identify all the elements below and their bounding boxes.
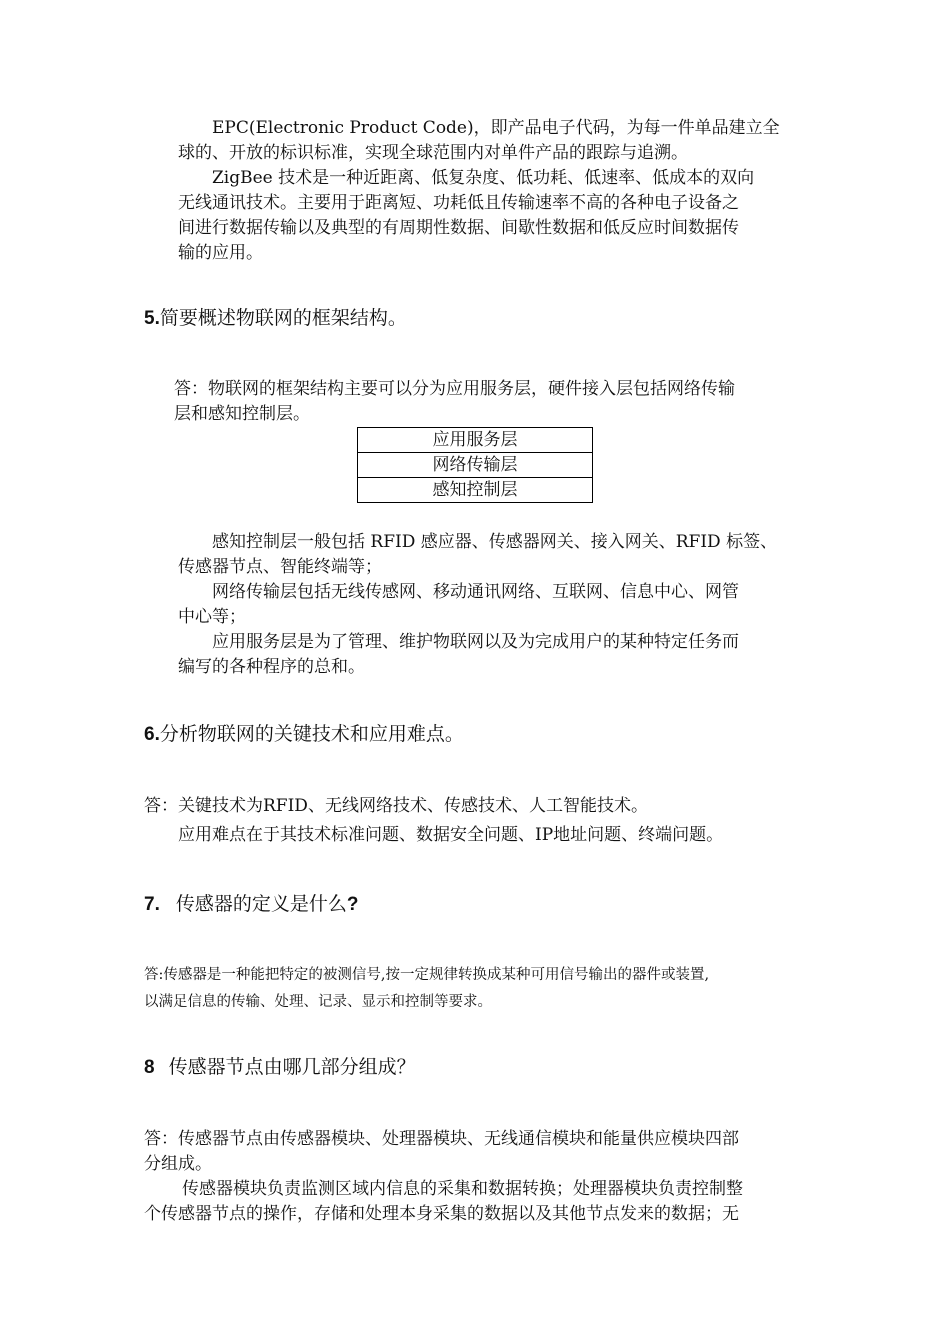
q5-p3-line-1: 应用服务层是为了管理、维护物联网以及为完成用户的某种特定任务而: [212, 632, 739, 652]
q8-heading: [144, 1054, 416, 1081]
q6-answer-line-1: 答：关键技术为RFID、无线网络技术、传感技术、人工智能技术。: [144, 796, 648, 816]
q7-title: 传感器的定义是什么: [175, 893, 347, 915]
q6-answer-line-2: 应用难点在于其技术标准问题、数据安全问题、IP地址问题、终端问题。: [178, 825, 724, 845]
layer-cell-application: 应用服务层: [358, 428, 593, 453]
q8-p1-line-2: 个传感器节点的操作，存储和处理本身采集的数据以及其他节点发来的数据；无: [144, 1204, 739, 1224]
epc-line-2: 球的、开放的标识标准，实现全球范围内对单件产品的跟踪与追溯。: [178, 143, 688, 163]
zigbee-line-1: ZigBee 技术是一种近距离、低复杂度、低功耗、低速率、低成本的双向: [212, 168, 755, 188]
q5-p1-line-1: 感知控制层一般包括 RFID 感应器、传感器网关、接入网关、RFID 标签、: [212, 532, 778, 552]
q5-title: 简要概述物联网的框架结构。: [159, 307, 407, 329]
q7-answer-line-2: 以满足信息的传输、处理、记录、显示和控制等要求。: [144, 994, 492, 1010]
layer-cell-perception: 感知控制层: [358, 478, 593, 503]
q8-p1-line-1: 传感器模块负责监测区域内信息的采集和数据转换；处理器模块负责控制整: [182, 1179, 743, 1199]
q6-number: 6.: [144, 724, 160, 745]
q5-p2-line-1: 网络传输层包括无线传感网、移动通讯网络、互联网、信息中心、网管: [212, 582, 739, 602]
q6-heading: [144, 721, 464, 748]
zigbee-line-2: 无线通讯技术。主要用于距离短、功耗低且传输速率不高的各种电子设备之: [178, 193, 739, 213]
q8-answer-line-1: 答：传感器节点由传感器模块、处理器模块、无线通信模块和能量供应模块四部: [144, 1129, 739, 1149]
q7-heading: [144, 891, 358, 918]
q5-p2-line-2: 中心等；: [178, 607, 246, 627]
q7-question-mark: ?: [346, 894, 359, 915]
zigbee-line-4: 输的应用。: [178, 243, 263, 263]
q8-answer-line-2: 分组成。: [144, 1154, 212, 1174]
framework-layers-table: [357, 427, 593, 503]
layer-cell-network: 网络传输层: [358, 453, 593, 478]
epc-line-1: EPC(Electronic Product Code)，即产品电子代码，为每一件单品建立全: [212, 118, 780, 138]
q5-heading: [144, 305, 407, 332]
q5-answer-line-2: 层和感知控制层。: [174, 404, 310, 424]
q7-answer-line-1: 答:传感器是一种能把特定的被测信号,按一定规律转换成某种可用信号输出的器件或装置,: [144, 967, 710, 983]
q5-answer-line-1: 答：物联网的框架结构主要可以分为应用服务层，硬件接入层包括网络传输: [174, 379, 735, 399]
q6-title: 分析物联网的关键技术和应用难点。: [159, 723, 464, 745]
zigbee-line-3: 间进行数据传输以及典型的有周期性数据、间歇性数据和低反应时间数据传: [178, 218, 739, 238]
q5-p3-line-2: 编写的各种程序的总和。: [178, 657, 365, 677]
q8-number: 8: [144, 1057, 155, 1078]
q8-title: 传感器节点由哪几部分组成？: [168, 1056, 416, 1078]
q5-p1-line-2: 传感器节点、智能终端等；: [178, 557, 382, 577]
q7-number: 7.: [144, 894, 160, 915]
q5-number: 5.: [144, 308, 160, 329]
